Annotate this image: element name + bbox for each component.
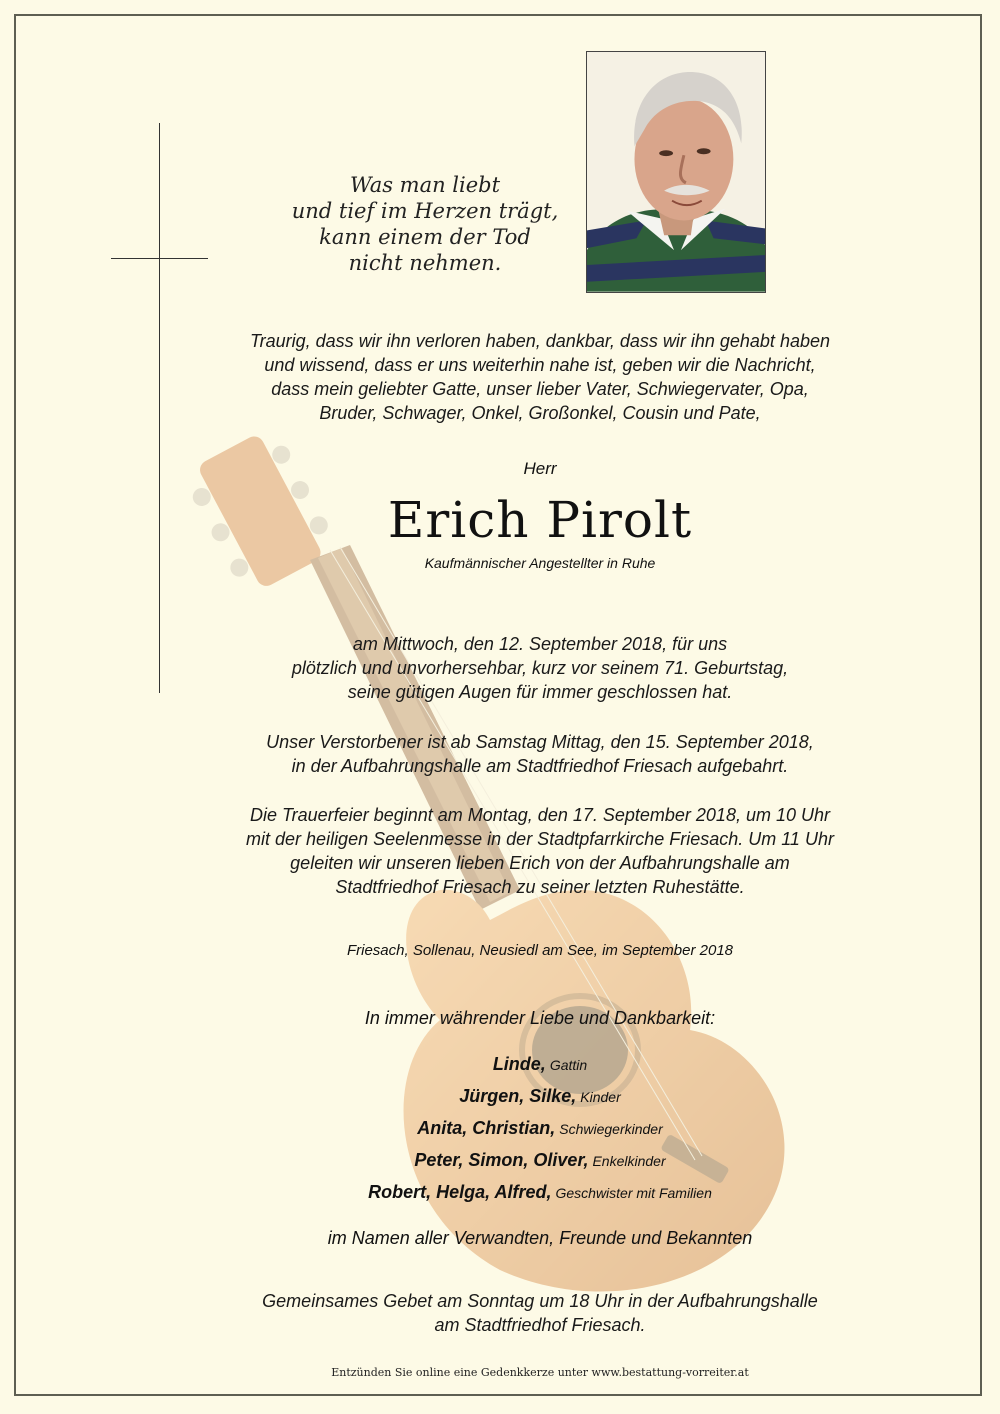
mourner-entry <box>140 1144 940 1176</box>
mourners-list <box>140 1048 940 1208</box>
announcement-intro <box>140 329 940 425</box>
death-notice <box>140 632 940 704</box>
funeral-line: geleiten wir unseren lieben Erich von der Aufbahrungshalle am <box>290 853 790 873</box>
place-date: Friesach, Sollenau, Neusiedl am See, im September 2018 <box>346 942 734 959</box>
memorial-quote <box>240 172 610 276</box>
quote-line: nicht nehmen. <box>348 251 502 275</box>
mourner-entry <box>140 1048 940 1080</box>
mourner-names: Robert, Helga, Alfred, <box>368 1182 552 1202</box>
mourner-relation: Geschwister mit Familien <box>555 1185 712 1201</box>
deceased-title: Kaufmännischer Angestellter in Ruhe <box>424 555 656 571</box>
mourner-relation: Schwiegerkinder <box>559 1121 663 1137</box>
quote-line: Was man liebt <box>349 173 501 197</box>
mourner-relation: Kinder <box>580 1089 621 1105</box>
laying-out-notice <box>140 730 940 778</box>
portrait-photo <box>586 51 766 293</box>
intro-line: Bruder, Schwager, Onkel, Großonkel, Cousin und Pate, <box>319 403 761 423</box>
on-behalf-line: im Namen aller Verwandten, Freunde und Bekannten <box>327 1228 753 1248</box>
portrait-image <box>587 52 765 292</box>
death-line: plötzlich und unvorhersehbar, kurz vor seinem 71. Geburtstag, <box>291 658 789 678</box>
mourner-names: Jürgen, Silke, <box>459 1086 577 1106</box>
mourner-relation: Enkelkinder <box>592 1153 666 1169</box>
funeral-line: Die Trauerfeier beginnt am Montag, den 17. September 2018, um 10 Uhr <box>250 805 830 825</box>
funeral-notice <box>140 803 940 899</box>
thanks-line: In immer währender Liebe und Dankbarkeit: <box>364 1008 716 1028</box>
funeral-line: mit der heiligen Seelenmesse in der Stadtpfarrkirche Friesach. Um 11 Uhr <box>246 829 834 849</box>
quote-line: kann einem der Tod <box>319 225 531 249</box>
deceased-name: Erich Pirolt <box>387 491 693 549</box>
prayer-notice <box>140 1289 940 1337</box>
death-line: seine gütigen Augen für immer geschlossen hat. <box>347 682 733 702</box>
mourner-names: Peter, Simon, Oliver, <box>414 1150 589 1170</box>
intro-line: und wissend, dass er uns weiterhin nahe ist, geben wir die Nachricht, <box>264 355 816 375</box>
laid-line: Unser Verstorbener ist ab Samstag Mittag, den 15. September 2018, <box>266 732 814 752</box>
quote-line: und tief im Herzen trägt, <box>291 199 559 223</box>
footer-link-text: Entzünden Sie online eine Gedenkkerze unter www.bestattung-vorreiter.at <box>331 1366 749 1379</box>
mourner-entry <box>140 1112 940 1144</box>
death-line: am Mittwoch, den 12. September 2018, für uns <box>352 634 728 654</box>
salutation: Herr <box>523 459 557 478</box>
funeral-line: Stadtfriedhof Friesach zu seiner letzten Ruhestätte. <box>335 877 745 897</box>
intro-line: dass mein geliebter Gatte, unser lieber Vater, Schwiegervater, Opa, <box>271 379 809 399</box>
cross-horizontal-bar <box>111 258 208 259</box>
mourner-entry <box>140 1176 940 1208</box>
mourner-names: Linde, <box>492 1054 546 1074</box>
laid-line: in der Aufbahrungshalle am Stadtfriedhof Friesach aufgebahrt. <box>291 756 789 776</box>
mourner-names: Anita, Christian, <box>417 1118 556 1138</box>
mourner-entry <box>140 1080 940 1112</box>
prayer-line: Gemeinsames Gebet am Sonntag um 18 Uhr in der Aufbahrungshalle <box>262 1291 818 1311</box>
intro-line: Traurig, dass wir ihn verloren haben, dankbar, dass wir ihn gehabt haben <box>249 331 830 351</box>
prayer-line: am Stadtfriedhof Friesach. <box>434 1315 646 1335</box>
mourner-relation: Gattin <box>549 1057 588 1073</box>
